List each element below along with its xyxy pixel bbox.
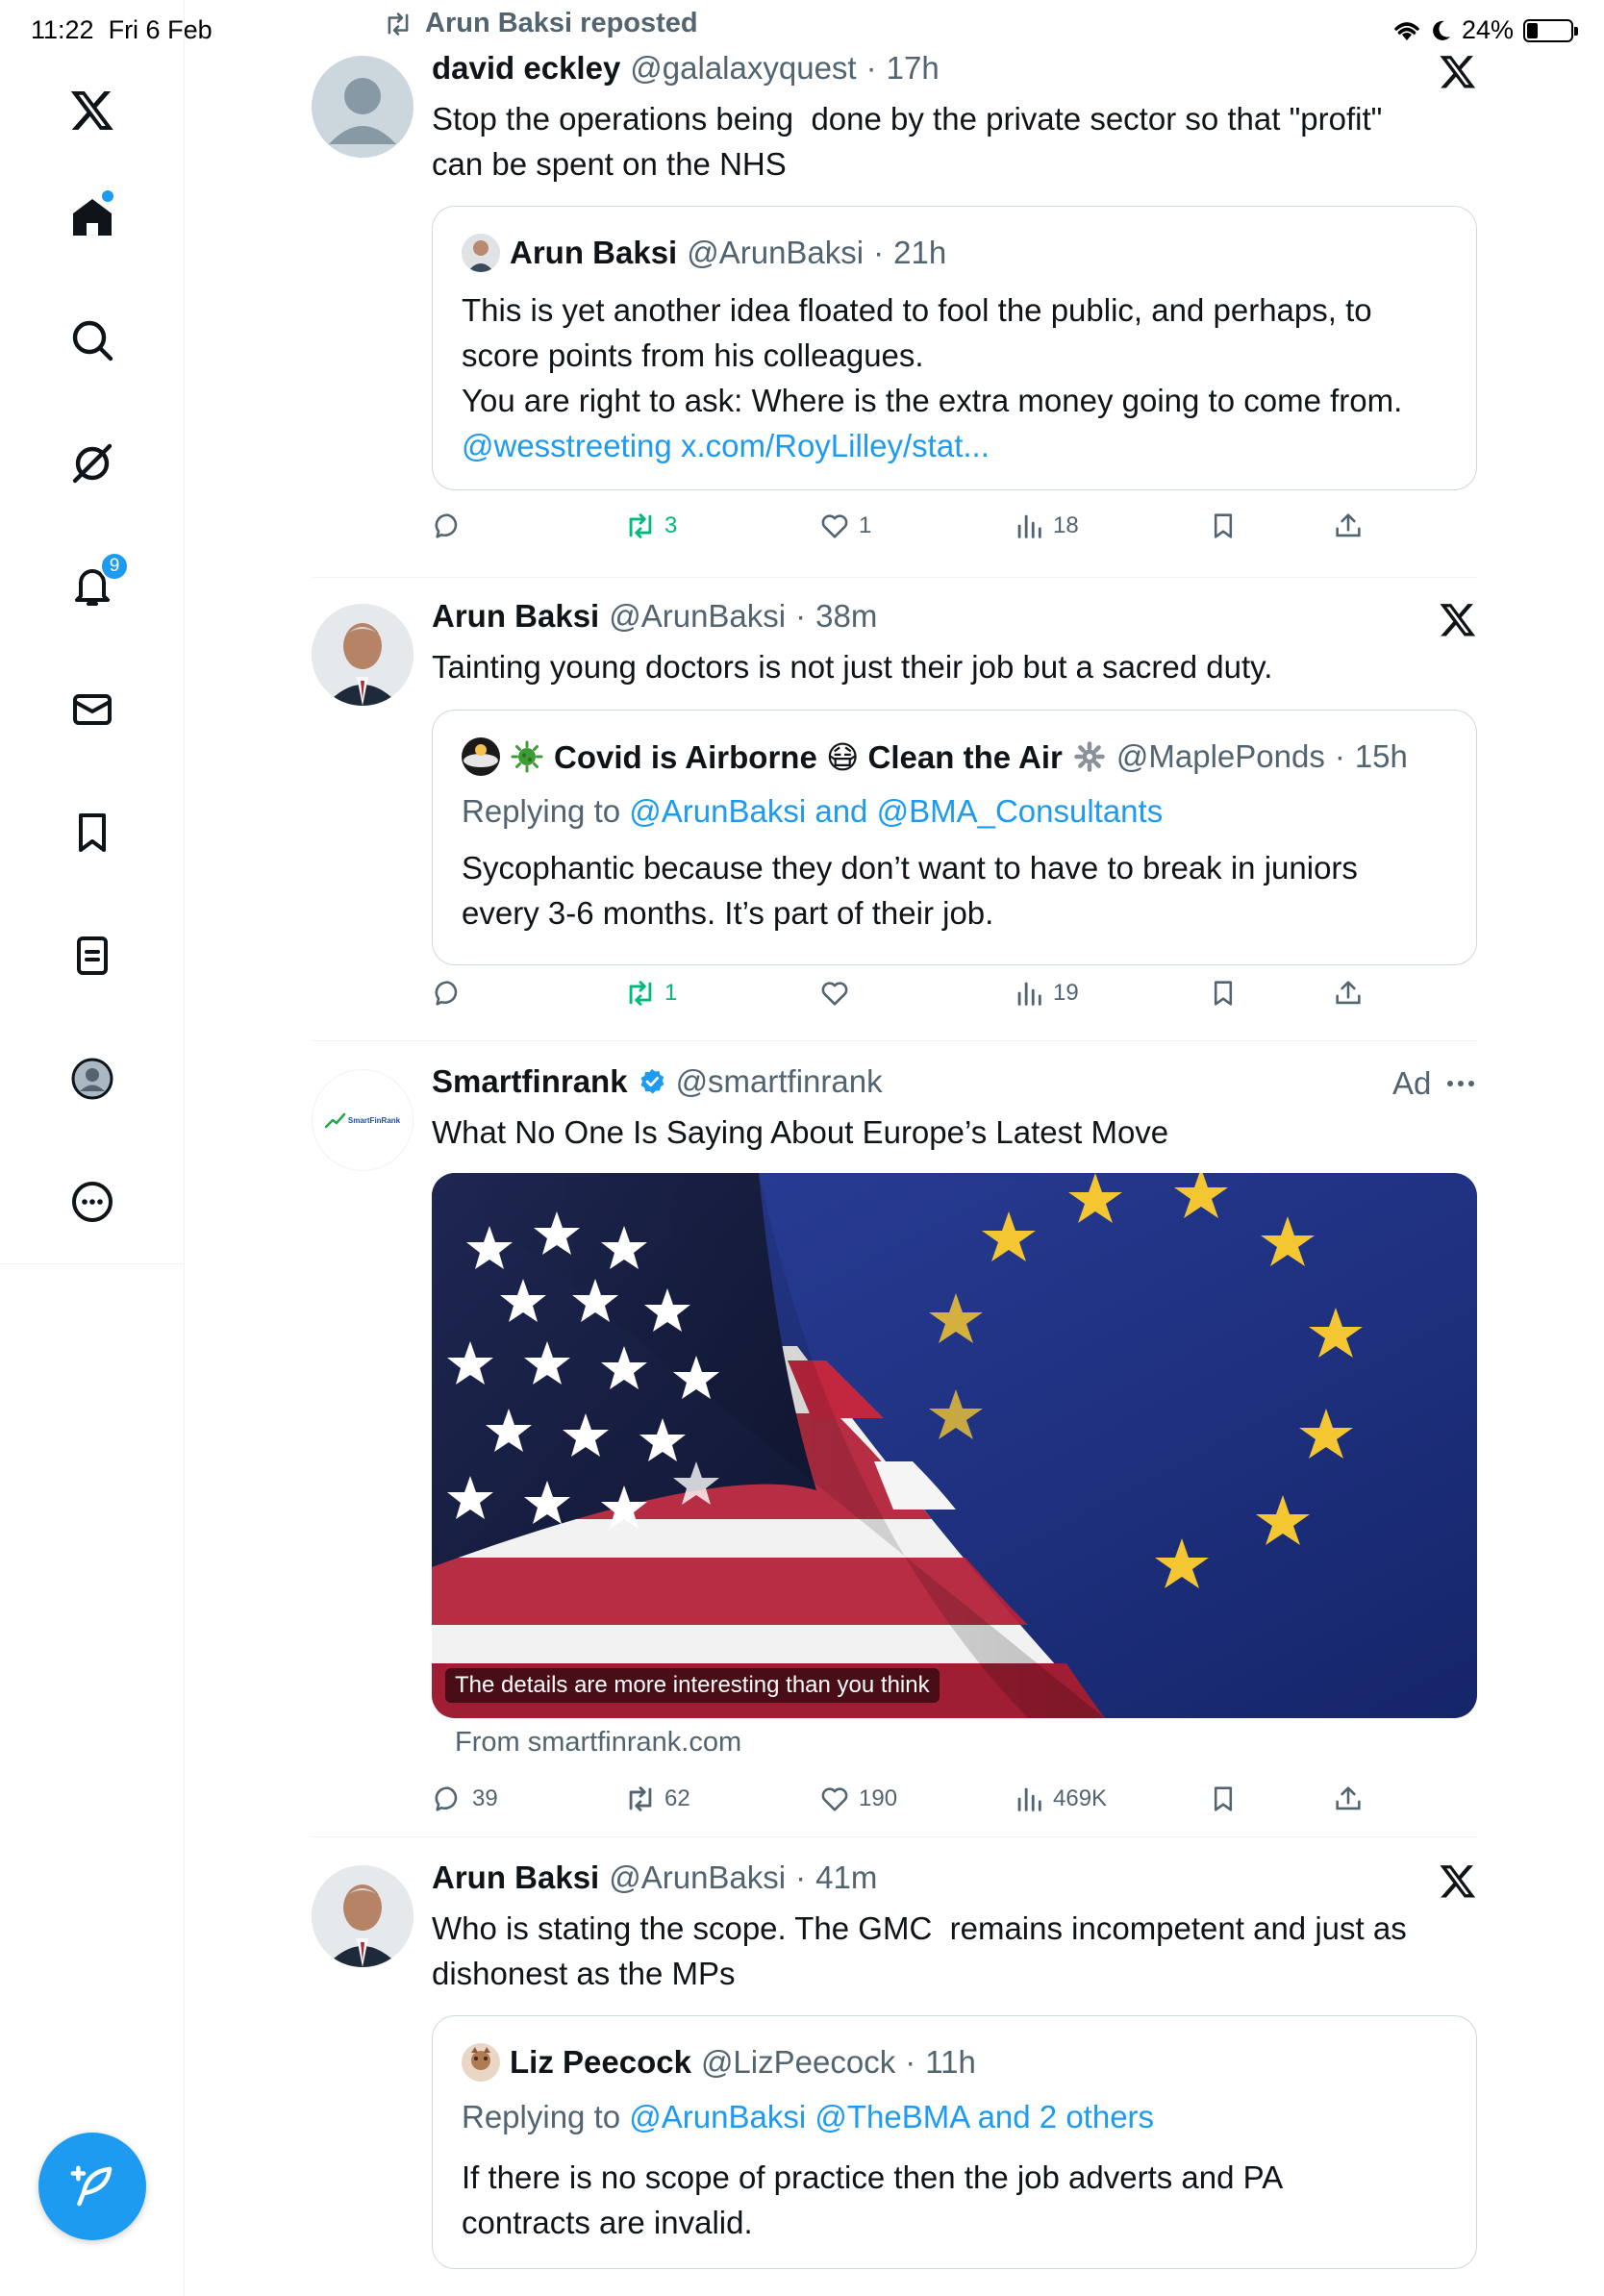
replying-to-line [462, 2099, 1154, 2135]
virus-icon [510, 739, 544, 774]
quote-author-name: Covid is Airborne 😷 Clean the Air [554, 738, 1063, 775]
x-logo-icon [1439, 52, 1477, 90]
views-count: 18 [1053, 512, 1079, 538]
quote-avatar [462, 234, 500, 272]
sidebar-divider [0, 1263, 185, 1264]
views-button[interactable] [1013, 1783, 1107, 1815]
status-clock: 11:22 [31, 15, 94, 44]
quote-tweet[interactable] [432, 206, 1477, 490]
quote-tweet[interactable] [432, 2015, 1477, 2269]
replying-prefix: Replying to [462, 2099, 621, 2134]
reply-icon [432, 1783, 464, 1815]
tweet-header [432, 1859, 877, 1896]
avatar[interactable] [312, 56, 414, 158]
replying-to-users[interactable]: @ArunBaksi @TheBMA and 2 others [629, 2099, 1155, 2134]
profile-icon [69, 1056, 115, 1102]
status-indicators [1392, 15, 1573, 45]
quote-header [462, 737, 1408, 776]
views-chart-icon [1013, 977, 1045, 1010]
ad-media-image[interactable] [432, 1173, 1477, 1718]
share-icon [1332, 977, 1365, 1010]
dot-separator: · [873, 235, 885, 270]
heart-icon [818, 1783, 851, 1815]
avatar[interactable] [312, 1865, 414, 1967]
nav-notifications[interactable] [54, 548, 131, 625]
url-link[interactable]: x.com/RoyLilley/stat... [680, 428, 990, 463]
mention-link[interactable]: @wesstreeting [462, 428, 672, 463]
quote-time: 15h [1354, 738, 1408, 774]
repost-count: 62 [664, 1785, 690, 1811]
repost-icon [624, 510, 657, 542]
nav-home[interactable] [54, 179, 131, 256]
like-count: 190 [859, 1785, 898, 1811]
author-name[interactable]: Arun Baksi [432, 598, 600, 634]
bookmark-button[interactable] [1207, 510, 1240, 542]
x-logo-icon [1439, 600, 1477, 638]
notifications-badge: 9 [100, 552, 129, 581]
quote-avatar [462, 2043, 500, 2082]
author-handle[interactable]: @ArunBaksi [609, 598, 787, 634]
quote-author-name: Arun Baksi [510, 235, 678, 270]
nav-explore[interactable] [54, 302, 131, 379]
ad-source-link[interactable]: From smartfinrank.com [455, 1727, 742, 1758]
author-handle[interactable]: @galalaxyquest [630, 50, 857, 86]
author-name[interactable]: Arun Baksi [432, 1859, 600, 1895]
quote-tweet[interactable] [432, 710, 1477, 965]
quote-time: 11h [925, 2044, 976, 2080]
quote-author-handle: @LizPeecock [700, 2044, 896, 2080]
quote-header [462, 234, 946, 272]
views-button[interactable] [1013, 510, 1079, 542]
author-name[interactable]: david eckley [432, 50, 621, 86]
smartfinrank-logo-icon [325, 1111, 346, 1129]
search-icon [69, 317, 115, 363]
dot-separator: · [795, 598, 807, 634]
dot-separator: · [905, 2044, 916, 2080]
nav-lists[interactable] [54, 917, 131, 994]
tweet-text: Stop the operations being done by the private sector so that "profit" can be spent on the NHS [432, 101, 1383, 182]
quote-author-name: Liz Peecock [510, 2044, 691, 2080]
quote-author-handle: @ArunBaksi [687, 235, 865, 270]
tweet-divider [312, 1040, 1477, 1041]
nav-messages[interactable] [54, 671, 131, 748]
more-dots-icon[interactable] [1446, 1080, 1475, 1087]
avatar[interactable] [312, 604, 414, 706]
repost-button[interactable] [624, 510, 677, 542]
quote-time: 21h [893, 235, 947, 270]
repost-icon [624, 977, 657, 1010]
ad-label-text: Ad [1392, 1065, 1432, 1101]
bookmark-button[interactable] [1207, 977, 1240, 1010]
list-icon [69, 933, 115, 979]
more-circle-icon [69, 1179, 115, 1225]
tweet-divider [312, 1836, 1477, 1837]
quote-header [462, 2043, 976, 2082]
tweet-header [432, 1063, 883, 1100]
tweet-text: Tainting young doctors is not just their job but a sacred duty. [432, 649, 1273, 685]
nav-grok[interactable] [54, 425, 131, 502]
bookmark-icon [1207, 510, 1240, 542]
quote-text: If there is no scope of practice then the job adverts and PA contracts are invalid. [462, 2159, 1284, 2240]
views-count: 469K [1053, 1785, 1108, 1811]
views-button[interactable] [1013, 977, 1079, 1010]
tweet-time[interactable]: 38m [815, 598, 878, 634]
share-button[interactable] [1332, 510, 1365, 542]
tweet-actions [432, 977, 1477, 1025]
repost-banner-text: Arun Baksi reposted [425, 8, 698, 38]
author-handle[interactable]: @smartfinrank [675, 1063, 883, 1099]
author-handle[interactable]: @ArunBaksi [609, 1859, 787, 1895]
verified-badge-icon [638, 1067, 666, 1096]
dot-separator: · [1334, 738, 1345, 774]
profile-photo [312, 1865, 414, 1967]
quote-avatar [462, 737, 500, 776]
quote-text: This is yet another idea floated to fool the public, and perhaps, to score points from his colleagues. You are right to ask: Where is the extra money going to come from. [462, 292, 1403, 418]
bookmark-button[interactable] [1207, 1783, 1240, 1815]
compose-button[interactable] [38, 2133, 146, 2240]
repost-count: 1 [664, 980, 678, 1006]
heart-icon [818, 510, 851, 542]
views-chart-icon [1013, 510, 1045, 542]
media-caption: The details are more interesting than you think [445, 1668, 940, 1703]
share-button[interactable] [1332, 977, 1365, 1010]
tweet-text: Who is stating the scope. The GMC remains incompetent and just as dishonest as the MPs [432, 1910, 1407, 1991]
reply-icon [432, 510, 464, 542]
nav-bookmarks[interactable] [54, 794, 131, 871]
dot-separator: · [865, 50, 877, 86]
moon-icon [1431, 19, 1452, 42]
quote-links [462, 423, 1442, 468]
like-button[interactable] [818, 1783, 897, 1815]
replying-prefix: Replying to [462, 793, 621, 829]
share-icon [1332, 510, 1365, 542]
avatar-logo-text: SmartFinRank [347, 1115, 401, 1125]
ad-label [1392, 1065, 1475, 1102]
repost-button[interactable] [624, 977, 677, 1010]
tweet-text: What No One Is Saying About Europe’s Latest Move [432, 1114, 1169, 1150]
bookmark-icon [69, 810, 115, 856]
default-avatar-icon [312, 56, 414, 158]
nav-more[interactable] [54, 1163, 131, 1240]
views-count: 19 [1053, 980, 1079, 1006]
repost-button[interactable] [624, 1783, 690, 1815]
nav-profile[interactable] [54, 1040, 131, 1117]
profile-photo [312, 604, 414, 706]
like-count: 1 [859, 512, 872, 538]
x-logo-icon [1439, 1861, 1477, 1900]
like-button[interactable] [818, 977, 859, 1010]
compose-feather-icon [66, 2160, 118, 2212]
tweet-header [432, 598, 877, 635]
repost-count: 3 [664, 512, 678, 538]
avatar[interactable] [312, 1069, 414, 1171]
reply-button[interactable] [432, 510, 472, 542]
share-button[interactable] [1332, 1783, 1365, 1815]
gear-icon [1072, 739, 1107, 774]
home-unread-dot [102, 190, 113, 202]
tweet-time[interactable]: 17h [886, 50, 940, 86]
repost-icon [624, 1783, 657, 1815]
reply-button[interactable] [432, 977, 472, 1010]
grok-icon [69, 440, 115, 487]
quote-text: Sycophantic because they don’t want to have to break in juniors every 3-6 months. It’s part of their job. [462, 850, 1358, 931]
share-icon [1332, 1783, 1365, 1815]
author-name[interactable]: Smartfinrank [432, 1063, 628, 1099]
sidebar [0, 0, 185, 2296]
reply-button[interactable] [432, 1783, 498, 1815]
mail-icon [69, 686, 115, 733]
tweet-actions [432, 1783, 1477, 1831]
battery-icon [1523, 19, 1573, 42]
tweet-actions [432, 510, 1477, 558]
like-button[interactable] [818, 510, 871, 542]
heart-icon [818, 977, 851, 1010]
quote-author-handle: @MaplePonds [1115, 738, 1325, 774]
replying-to-line [462, 793, 1163, 830]
battery-percent: 24% [1461, 15, 1514, 44]
bookmark-icon [1207, 1783, 1240, 1815]
x-logo-icon[interactable] [54, 71, 131, 148]
status-date: Fri 6 Feb [108, 15, 213, 44]
repost-icon [383, 12, 414, 37]
replying-to-users[interactable]: @ArunBaksi and @BMA_Consultants [629, 793, 1164, 829]
wifi-icon [1392, 19, 1421, 42]
views-chart-icon [1013, 1783, 1045, 1815]
tweet-time[interactable]: 41m [815, 1859, 878, 1895]
bookmark-icon [1207, 977, 1240, 1010]
repost-banner [383, 8, 698, 39]
us-eu-flags-image [432, 1173, 1477, 1718]
reply-count: 39 [472, 1785, 498, 1811]
tweet-header [432, 50, 940, 87]
reply-icon [432, 977, 464, 1010]
dot-separator: · [795, 1859, 807, 1895]
tweet-divider [312, 577, 1477, 578]
